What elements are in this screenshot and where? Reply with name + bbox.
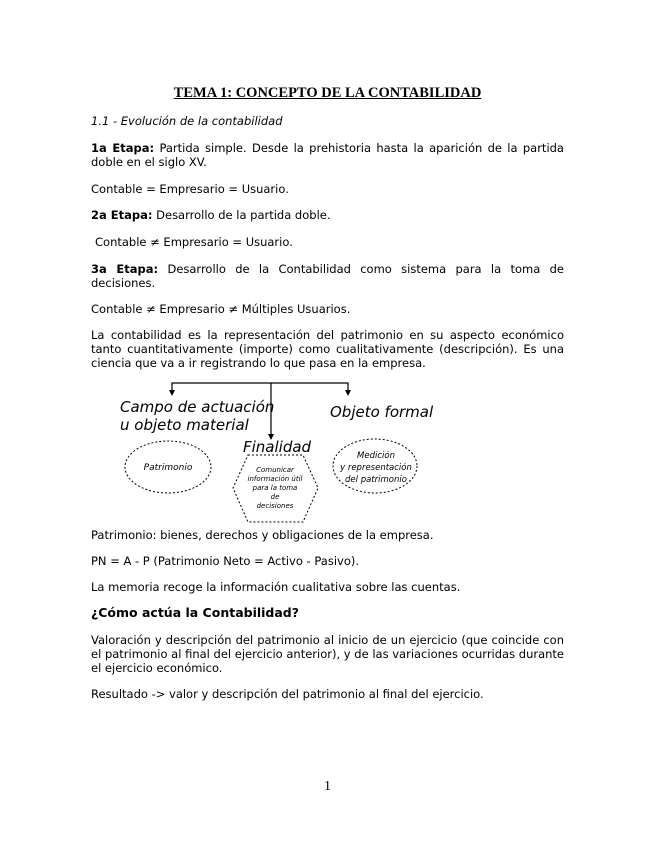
campo-label-2: u objeto material xyxy=(120,416,249,434)
hex-line: para la toma xyxy=(252,484,298,492)
etapa-1-text: Partida simple. Desde la prehistoria hasta la aparición de la partida doble en el siglo XV. xyxy=(91,141,564,169)
hex-line: de xyxy=(270,493,280,501)
medicion-line: del patrimonio xyxy=(345,475,407,485)
page-number: 1 xyxy=(324,779,331,794)
medicion-line: y representación xyxy=(340,463,412,473)
objeto-formal-label: Objeto formal xyxy=(330,403,434,421)
equation-2: Contable ≠ Empresario = Usuario. xyxy=(95,235,293,249)
page-title: TEMA 1: CONCEPTO DE LA CONTABILIDAD xyxy=(173,85,482,101)
resultado-text: Resultado -> valor y descripción del patrimonio al final del ejercicio. xyxy=(91,687,484,701)
valoracion-paragraph: Valoración y descripción del patrimonio al inicio de un ejercicio (que coincide con el patrimonio al final del ejercicio anterior), y de las variaciones ocurridas durante el ejercicio económico. xyxy=(91,633,564,675)
pn-equation: PN = A - P (Patrimonio Neto = Activo - Pasivo). xyxy=(91,554,359,568)
etapa-3-text: Desarrollo de la Contabilidad como sistema para la toma de decisiones. xyxy=(91,262,564,290)
hex-line: Comunicar xyxy=(256,466,294,474)
definition-paragraph: La contabilidad es la representación del patrimonio en su aspecto económico tanto cuantitativamente (importe) como cualitativamente (descripción). Es una ciencia que va a ir registrando lo que pasa en la empresa. xyxy=(91,328,564,370)
etapa-1-label: 1a Etapa: xyxy=(91,141,155,155)
campo-label-1: Campo de actuación xyxy=(120,398,275,416)
etapa-2-label: 2a Etapa: xyxy=(91,208,153,222)
etapa-3-label: 3a Etapa: xyxy=(91,262,159,276)
equation-3: Contable ≠ Empresario ≠ Múltiples Usuarios. xyxy=(91,302,351,316)
question-heading: ¿Cómo actúa la Contabilidad? xyxy=(91,605,300,620)
equation-1: Contable = Empresario = Usuario. xyxy=(91,182,289,196)
hex-line: información útil xyxy=(247,475,303,483)
medicion-line: Medición xyxy=(357,451,395,461)
section-heading: 1.1 - Evolución de la contabilidad xyxy=(91,114,283,128)
patrimonio-text: Patrimonio xyxy=(143,463,193,473)
memoria-text: La memoria recoge la información cualitativa sobre las cuentas. xyxy=(91,580,461,594)
etapa-2-text: Desarrollo de la partida doble. xyxy=(152,208,331,222)
finalidad-label: Finalidad xyxy=(243,438,312,456)
patrimonio-definition: Patrimonio: bienes, derechos y obligaciones de la empresa. xyxy=(91,528,434,542)
hex-line: decisiones xyxy=(256,502,294,510)
